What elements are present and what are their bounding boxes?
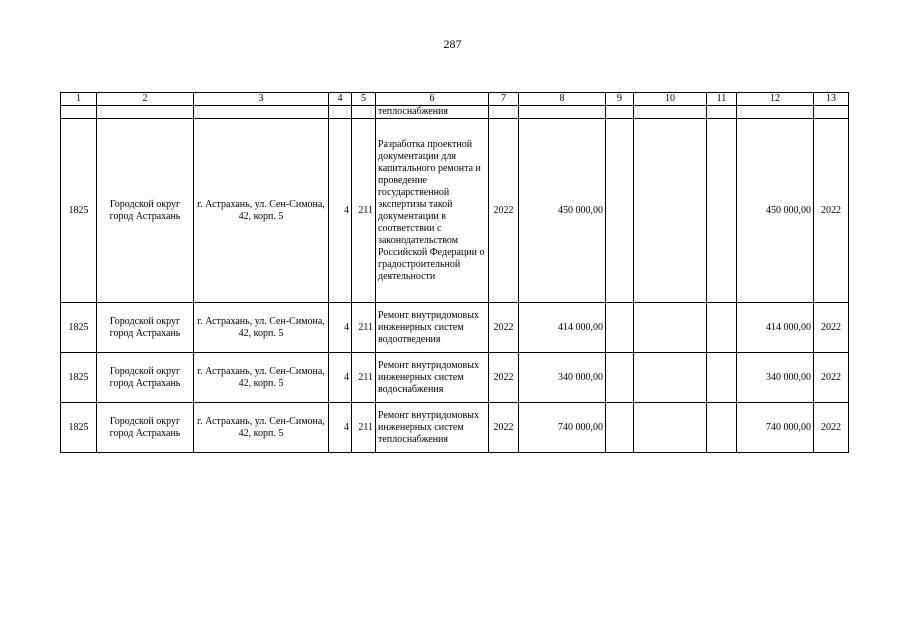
col-11-value [707,353,737,403]
completion-year: 2022 [814,403,849,453]
row-number: 1825 [61,119,97,303]
address: г. Астрахань, ул. Сен-Симона, 42, корп. 5 [194,303,329,353]
header-cell: 1 [61,93,97,106]
col-5-value: 211 [352,353,376,403]
total-cost: 340 000,00 [519,353,606,403]
completion-year: 2022 [814,353,849,403]
cell-empty [606,106,634,119]
work-type: Ремонт внутридомовых инженерных систем водоснабжения [376,353,489,403]
header-cell: 5 [352,93,376,106]
cell-empty [707,106,737,119]
cell-empty [61,106,97,119]
col-9-value [606,403,634,453]
table-row [61,353,849,403]
cell-empty [97,106,194,119]
year: 2022 [489,303,519,353]
cell-empty [814,106,849,119]
col-10-value [634,303,707,353]
col-11-value [707,303,737,353]
header-cell: 10 [634,93,707,106]
header-cell: 7 [489,93,519,106]
continuation-work-type: теплоснабжения [376,106,489,119]
municipality: Городской округ город Астрахань [97,403,194,453]
total-cost: 740 000,00 [519,403,606,453]
cell-empty [737,106,814,119]
address: г. Астрахань, ул. Сен-Симона, 42, корп. 5 [194,119,329,303]
cell-empty [329,106,352,119]
continuation-row [61,106,849,119]
header-cell: 4 [329,93,352,106]
fund-cost: 450 000,00 [737,119,814,303]
municipality: Городской округ город Астрахань [97,353,194,403]
total-cost: 450 000,00 [519,119,606,303]
col-4-value: 4 [329,403,352,453]
cell-empty [634,106,707,119]
header-cell: 3 [194,93,329,106]
year: 2022 [489,119,519,303]
address: г. Астрахань, ул. Сен-Симона, 42, корп. 5 [194,353,329,403]
fund-cost: 340 000,00 [737,353,814,403]
table-row [61,303,849,353]
total-cost: 414 000,00 [519,303,606,353]
header-cell: 8 [519,93,606,106]
municipality: Городской округ город Астрахань [97,119,194,303]
row-number: 1825 [61,403,97,453]
row-number: 1825 [61,303,97,353]
register-table [60,92,849,453]
header-cell: 12 [737,93,814,106]
col-5-value: 211 [352,403,376,453]
col-11-value [707,119,737,303]
cell-empty [519,106,606,119]
table-row [61,119,849,303]
fund-cost: 740 000,00 [737,403,814,453]
header-row [61,93,849,106]
col-5-value: 211 [352,119,376,303]
completion-year: 2022 [814,119,849,303]
col-4-value: 4 [329,353,352,403]
col-10-value [634,353,707,403]
col-4-value: 4 [329,119,352,303]
year: 2022 [489,353,519,403]
col-10-value [634,119,707,303]
municipality: Городской округ город Астрахань [97,303,194,353]
completion-year: 2022 [814,303,849,353]
col-10-value [634,403,707,453]
page-number: 287 [443,37,462,51]
header-cell: 9 [606,93,634,106]
address: г. Астрахань, ул. Сен-Симона, 42, корп. 5 [194,403,329,453]
row-number: 1825 [61,353,97,403]
header-cell: 11 [707,93,737,106]
cell-empty [194,106,329,119]
work-type: Ремонт внутридомовых инженерных систем теплоснабжения [376,403,489,453]
table-row [61,403,849,453]
col-11-value [707,403,737,453]
header-cell: 13 [814,93,849,106]
work-type: Разработка проектной документации для капитального ремонта и проведение государственной экспертизы такой документации в соответствии с законодательством Российской Федерации о градостроительной деятельности [376,119,489,303]
header-cell: 6 [376,93,489,106]
col-9-value [606,303,634,353]
header-cell: 2 [97,93,194,106]
col-9-value [606,353,634,403]
fund-cost: 414 000,00 [737,303,814,353]
work-type: Ремонт внутридомовых инженерных систем водоотведения [376,303,489,353]
year: 2022 [489,403,519,453]
cell-empty [352,106,376,119]
col-5-value: 211 [352,303,376,353]
cell-empty [489,106,519,119]
col-4-value: 4 [329,303,352,353]
col-9-value [606,119,634,303]
